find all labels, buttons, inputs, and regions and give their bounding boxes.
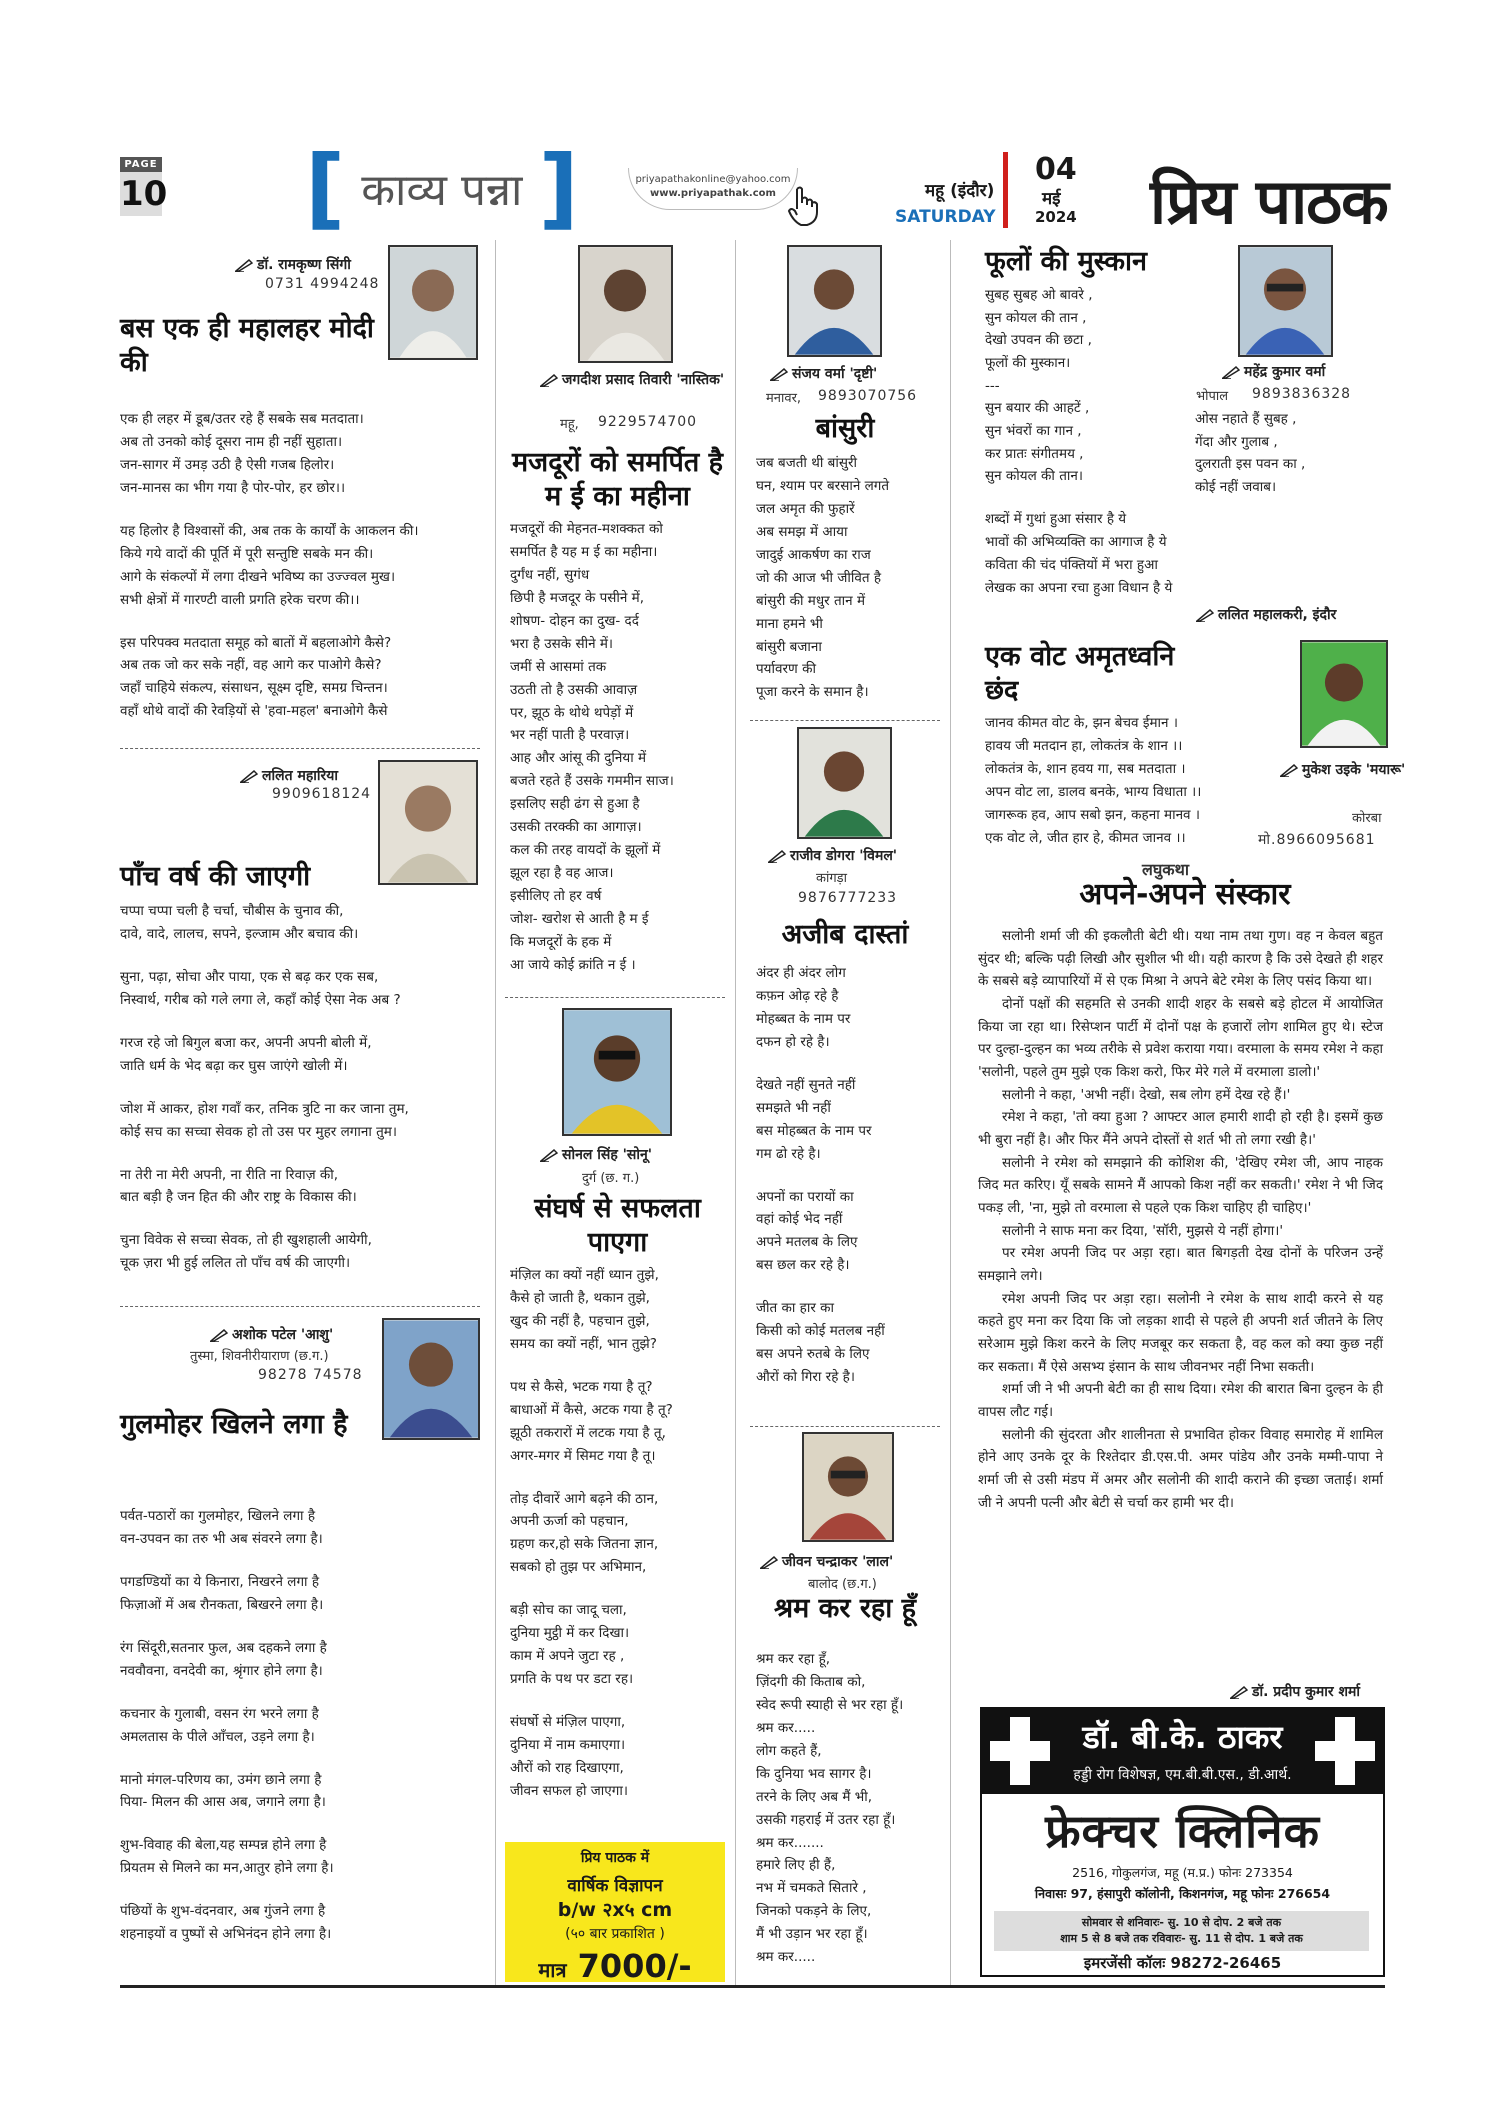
clinic-header (982, 1709, 1383, 1794)
poem-line: बांसुरी की मधुर तान में (756, 592, 866, 609)
author-name: जीवन चन्द्राकर 'लाल' (760, 1552, 893, 1571)
poem-title: मजदूरों को समर्पित है म ई का महीना (512, 447, 723, 512)
stanza (510, 518, 730, 977)
author-name: डॉ. रामकृष्ण सिंगी (235, 255, 351, 274)
poem-line: अब तो उनको कोई दूसरा नाम ही नहीं सुहाता। (120, 433, 343, 450)
poem-body (985, 712, 1285, 850)
poem-line: निस्वार्थ, गरीब को गले लगा ले, कहाँ कोई ऐसा नेक अब ? (120, 991, 401, 1008)
poem-body (756, 1648, 946, 1969)
poem-line: समय का क्यों नहीं, भान तुझे? (510, 1335, 657, 1352)
pen-icon (210, 1328, 228, 1342)
clinic-residence: निवासः 97, हंसापुरी कॉलोनी, किशनगंज, महू फोनः 276654 (1034, 1886, 1331, 1901)
section-title (305, 136, 579, 239)
stanza (510, 1711, 730, 1803)
poem-line: रंग सिंदूरी,सतनार फुल, अब दहकने लगा है (120, 1639, 327, 1656)
poem-line: दुलराती इस पवन का , (1195, 456, 1306, 473)
clinic-name: फ्रेक्चर क्लिनिक (1045, 1804, 1320, 1858)
poem-line: श्रम कर..... (756, 1949, 816, 1966)
author-phone: 9909618124 (272, 786, 372, 802)
poem-line: झूठी तकरारों में लटक गया है तू, (510, 1424, 666, 1441)
poem-line: सुबह सुबह ओ बावरे , (985, 287, 1093, 303)
poem-line: कफ़न ओढ़ रहे है (756, 987, 839, 1004)
poem-line: छिपी है मजदूर के पसीने में, (510, 589, 645, 606)
poem-title: श्रम कर रहा हूँ (774, 1593, 916, 1624)
edition-place: महू (इंदौर) (925, 181, 995, 201)
poem-line: औरों को राह दिखाएगा, (510, 1759, 624, 1776)
pen-icon (1222, 365, 1240, 379)
separator (120, 748, 480, 749)
story-paragraph: रमेश ने कहा, 'तो क्या हुआ ? आफ्टर आल हमारी शादी हो रही है। इसमें कुछ भी बुरा नहीं है। और फिर मैंने अपने दोस्तों से शर्त भी तो लगा रखी है।' (978, 1109, 1383, 1149)
poem-line: जादुई आकर्षण का राज (756, 546, 871, 563)
poem-line: कोई नहीं जवाब। (1195, 479, 1277, 496)
story-paragraph: दोनों पक्षों की सहमति से उनकी शादी शहर के सबसे बड़े होटल में आयोजित किया जा रहा था। रिसेप्शन पार्टी में दोनों पक्ष के हजारों लोग शामिल हुए थे। स्टेज पर दुल्हा-दुल्हन का भव्य तरीके से प्रवेश कराया गया। वरमाला के समय रमेश ने कहा 'सलोनी, पहले तुम मुझे एक किश करो, फिर मेरे गले में वरमाला डालो।' (978, 996, 1383, 1081)
poem-line: वहाँ थोथे वादों की रेवड़ियों से 'हवा-महल' बनाओगे कैसे (120, 703, 388, 720)
ad-line: प्रिय पाठक में (580, 1850, 650, 1866)
story-label: लघुकथा (1142, 860, 1189, 879)
poem-line: संघर्षो से मंज़िल पाएगा, (510, 1714, 626, 1730)
ad-line: वार्षिक विज्ञापन (567, 1876, 663, 1896)
poem-line: आह और आंसू की दुनिया में (510, 750, 647, 767)
poem-line: शहनाइयों व पुष्पों से अभिनंदन होने लगा है। (120, 1926, 332, 1943)
separator (750, 720, 940, 721)
poem-line: ज़िंदगी की किताब को, (756, 1673, 866, 1690)
poem-line: हमारे लिए ही हैं, (756, 1857, 836, 1874)
stanza (510, 1488, 730, 1580)
poem-line: जिनको पकड़ने के लिए, (756, 1903, 872, 1920)
poem-line: तोड़ दीवारें आगे बढ़ने की ठान, (510, 1490, 659, 1507)
poem-title: गुलमोहर खिलने लगा है (120, 1409, 348, 1440)
poem-line: अब तक जो कर सके नहीं, वह आगे कर पाओगे कैसे? (120, 657, 382, 674)
poem-body (510, 1264, 730, 1803)
poem-line: वहां कोई भेद नहीं (756, 1211, 843, 1228)
story-title: अपने-अपने संस्कार (1079, 877, 1291, 912)
poem-line: देखते नहीं सुनते नहीं (756, 1076, 856, 1093)
poem-line: गेंदा और गुलाब , (1195, 433, 1278, 450)
poem-line: मोहब्बत के नाम पर (756, 1010, 851, 1027)
author-place: कांगड़ा (816, 871, 847, 886)
emergency-contact: इमरजेंसी कॉलः 98272-26465 (1083, 1954, 1282, 1972)
poem-line: जानव कीमत वोट के, झन बेचव ईमान । (985, 715, 1178, 731)
date-number: 04 (1035, 152, 1077, 187)
pen-icon (540, 1148, 558, 1162)
poem-line: ना तेरी ना मेरी अपनी, ना रीति ना रिवाज़ की, (120, 1166, 339, 1183)
poem-line: जीत का हार का (756, 1300, 834, 1317)
stanza (756, 1074, 946, 1166)
poem-line: खुद की नहीं है, पहचान तुझे, (510, 1312, 650, 1329)
poem-line: इसीलिए तो हर वर्ष (510, 888, 602, 904)
page-label: PAGE (120, 157, 162, 172)
date-divider (1003, 152, 1008, 228)
poem-line: गम ढो रहे है। (756, 1145, 821, 1162)
separator (120, 1306, 480, 1307)
pen-icon (768, 849, 786, 863)
column-divider (735, 240, 736, 1985)
pen-icon (235, 258, 253, 272)
poem-line: भर नहीं पाती है परवाज़। (510, 727, 630, 744)
story-body (978, 925, 1383, 1514)
poem-line: पर्यावरण की (756, 661, 816, 678)
poem-line: बाधाओं में कैसे, अटक गया है तू? (510, 1401, 673, 1418)
web-links (628, 168, 798, 210)
poem-line: पूजा करने के समान है। (756, 684, 869, 701)
author-name: अशोक पटेल 'आशु' (210, 1325, 333, 1344)
story-paragraph: सलोनी शर्मा जी की इकलौती बेटी थी। यथा नाम तथा गुण। वह न केवल बहुत सुंदर थी; बल्कि पढ़ी लिखी और सुशील भी थी। यही कारण है कि उसे देखते ही शहर के सबसे बड़े व्यापारियों में से एक मिश्रा ने अपने बेटे रमेश के लिए पसंद किया था। (978, 928, 1383, 990)
poem-line: बांसुरी बजाना (756, 638, 822, 655)
clinic-timing (994, 1911, 1369, 1951)
clinic-advertisement (980, 1707, 1385, 1977)
poem-line: सुना, पढ़ा, सोचा और पाया, एक से बढ़ कर एक सब, (120, 968, 379, 985)
story-paragraph: सलोनी ने कहा, 'अभी नहीं। देखो, सब लोग हमें देख रहे हैं।' (1002, 1086, 1291, 1103)
stanza (120, 900, 492, 946)
author-name: ललित महालकरी, इंदौर (1196, 605, 1336, 624)
author-photo (1238, 245, 1333, 357)
stanza (120, 1769, 492, 1815)
poem-line: सबको हो तुझ पर अभिमान, (510, 1559, 647, 1576)
poem-line: काम में अपने जुटा रह , (510, 1648, 625, 1665)
poem-line: एक वोट ले, जीत हार हे, कीमत जानव ।। (985, 829, 1186, 846)
doctor-name: डॉ. बी.के. ठाकर (1082, 1718, 1283, 1756)
poem-line: मानो मंगल-परिणय का, उमंग छाने लगा है (120, 1771, 322, 1788)
poem-line: अपनों का परायों का (756, 1188, 854, 1205)
poem-line: अगर-मगर में सिमट गया है तू। (510, 1447, 656, 1464)
poem-line: कि दुनिया भव सागर है। (756, 1765, 872, 1782)
author-place: मनावर, (766, 391, 802, 406)
bracket-right-icon: ] (538, 136, 579, 239)
author-place: भोपाल (1196, 389, 1229, 404)
poem-line: बात बड़ी है जन हित की और राष्ट्र के विकास की। (120, 1189, 357, 1206)
poem-line: अब समझ में आया (756, 523, 848, 540)
poem-line: सुन भंवरों का गान , (985, 423, 1082, 440)
pen-icon (1280, 763, 1298, 777)
author-name: राजीव डोगरा 'विमल' (768, 846, 897, 865)
stanza (756, 452, 946, 704)
author-phone: मो.8966095681 (1258, 832, 1376, 848)
poem-line: सुन बयार की आहटें , (985, 400, 1090, 417)
poem-line: मजदूरों की मेहनत-मशक्कत को (510, 521, 663, 537)
poem-line: गरज रहे जो बिगुल बजा कर, अपनी अपनी बोली में, (120, 1034, 372, 1051)
poem-line: जाति धर्म के भेद बढ़ा कर घुस जाएंगे खोली में। (120, 1057, 348, 1074)
poem-line: दुर्गंध नहीं, सुगंध (510, 566, 590, 583)
email-link[interactable]: priyapathakonline@yahoo.com (635, 174, 791, 185)
pen-icon (1230, 1685, 1248, 1699)
website-link[interactable]: www.priyapathak.com (650, 188, 776, 199)
poem-line: कि मजदूरों के हक में (510, 933, 612, 950)
poem-line: हावय जी मतदान हा, लोकतंत्र के शान ।। (985, 737, 1183, 754)
poem-line: किसी को कोई मतलब नहीं (756, 1323, 885, 1340)
poem-body (756, 452, 946, 704)
poem-body (985, 508, 1375, 600)
pen-icon (760, 1555, 778, 1569)
author-phone: 9893070756 (818, 388, 918, 404)
poem-line: श्रम कर..... (756, 1719, 816, 1736)
poem-line: अपने मतलब के लिए (756, 1234, 858, 1251)
poem-line: जीवन सफल हो जाएगा। (510, 1782, 628, 1799)
stanza (510, 1599, 730, 1691)
stanza (120, 1164, 492, 1210)
poem-line: झूल रहा है वह आज। (510, 865, 614, 882)
poem-line: घन, श्याम पर बरसाने लगते (756, 477, 890, 494)
poem-line: इसलिए सही ढंग से हुआ है (510, 796, 640, 813)
poem-line: आ जाये कोई क्रांति न ई । (510, 956, 636, 973)
poem-line: लेखक का अपना रचा हुआ विधान है ये (985, 579, 1173, 596)
poem-line: जमीं से आसमां तक (510, 658, 607, 675)
stanza (756, 1186, 946, 1278)
author-name: महेंद्र कुमार वर्मा (1222, 362, 1325, 381)
poem-line: मैं भी उड़ान भर रहा हूँ। (756, 1926, 868, 1943)
poem-title: बांसुरी (815, 413, 875, 444)
poem-line: नववौवना, वनदेवी का, श्रृंगार होने लगा है। (120, 1662, 323, 1679)
poem-line: कल की तरह वायदों के झूलों में (510, 842, 661, 859)
date-month: मई (1042, 189, 1061, 209)
poem-line: लोकतंत्र के, शान हवय गा, सब मतदाता । (985, 760, 1186, 777)
stanza (120, 408, 492, 500)
author-name: ललित महारिया (240, 766, 338, 785)
poem-line: ग्रहण कर,हो सके जितना ज्ञान, (510, 1536, 659, 1553)
poem-line: कविता की चंद पंक्तियों में भरा हुआ (985, 556, 1158, 573)
poem-title: फूलों की मुस्कान (985, 246, 1148, 277)
poem-line: भरा है उसके सीने में। (510, 635, 614, 652)
poem-line: बड़ी सोच का जादू चला, (510, 1602, 627, 1619)
stanza (120, 1637, 492, 1683)
author-photo (1300, 640, 1388, 748)
poem-line: नभ में चमकते सितारे , (756, 1880, 867, 1897)
author-photo (797, 727, 892, 839)
author-place: बालोद (छ.ग.) (808, 1577, 877, 1592)
poem-line: कोई सच का सच्चा सेवक हो तो उस पर मुहर लगाना तुम। (120, 1123, 398, 1140)
stanza (120, 1900, 492, 1946)
stanza (120, 1834, 492, 1880)
date-year: 2024 (1035, 208, 1077, 226)
poem-line: प्रगति के पथ पर डटा रह। (510, 1671, 634, 1688)
poem-line: औरों को गिरा रहे है। (756, 1369, 855, 1386)
stanza (120, 1505, 492, 1551)
author-photo (578, 245, 673, 363)
poem-line: सुन कोयल की तान , (985, 309, 1087, 326)
poem-line: पर्वत-पठारों का गुलमोहर, खिलने लगा है (120, 1508, 315, 1524)
poem-line: कर प्रातः संगीतमय , (985, 445, 1084, 462)
poem-line: आगे के संकल्पों में लगा दीखने भविष्य का उज्ज्वल मुख। (120, 568, 396, 585)
author-photo (802, 1432, 894, 1542)
bottom-rule (120, 1985, 1385, 1988)
poem-title: अजीब दास्तां (781, 919, 909, 950)
poem-line: चप्पा चप्पा चली है चर्चा, चौबीस के चुनाव की, (120, 903, 344, 919)
author-name: डॉ. प्रदीप कुमार शर्मा (1230, 1682, 1360, 1701)
poem-line: बस मोहब्बत के नाम पर (756, 1122, 872, 1139)
stanza (120, 1703, 492, 1749)
poem-line: पर, झूठ के थोथे थपेड़ों में (510, 704, 634, 721)
column-divider (950, 240, 951, 1985)
column-divider (495, 240, 496, 1985)
poem-body (120, 1505, 492, 1946)
poem-line: लोग कहते हैं, (756, 1742, 822, 1759)
timing-line: सोमवार से शनिवारः- सु. 10 से दोप. 2 बजे तक (1081, 1916, 1282, 1929)
stanza (120, 1571, 492, 1617)
separator (750, 1426, 940, 1427)
poem-line: यह हिलोर है विश्वासों की, अब तक के कार्यों के आकलन की। (120, 522, 419, 539)
poem-line: पंछियों के शुभ-वंदनवार, अब गुंजने लगा है (120, 1903, 326, 1920)
author-photo (388, 245, 478, 360)
poem-line: बस अपने रुतबे के लिए (756, 1346, 870, 1363)
author-place: तुस्मा, शिवनीरीयाराण (छ.ग.) (190, 1349, 329, 1364)
poem-line: देखो उपवन की छटा , (985, 332, 1092, 349)
poem-line: सभी क्षेत्रों में गारण्टी वाली प्रगति हरेक चरण की।। (120, 591, 360, 608)
poem-line: ओस नहाते हैं सुबह , (1195, 411, 1297, 427)
poem-line: पगडण्डियों का ये किनारा, निखरने लगा है (120, 1573, 320, 1590)
poem-line: जन-मानस का भीग गया है पोर-पोर, हर छोर।। (120, 479, 346, 496)
stanza (756, 1648, 946, 1969)
advertisement-annual (505, 1842, 725, 1985)
story-paragraph: सलोनी की सुंदरता और शालीनता से प्रभावित होकर विवाह समारोह में शामिल होने आए उनके दूर के रिश्तेदार डी.एस.पी. अमर पांडेय और उनके मम्मी-पापा ने शर्मा जी से उसी मंडप में अमर और सलोनी की शादी कराने की इच्छा जताई। शर्मा जी ने अपनी पत्नी और बेटी से चर्चा कर हामी भर दी। (978, 1426, 1383, 1511)
poem-line: श्रम कर....... (756, 1834, 824, 1851)
author-name: संजय वर्मा 'दृष्टी' (770, 364, 877, 383)
page-number-tag (120, 157, 168, 227)
pen-icon (240, 769, 258, 783)
poem-line: फूलों की मुस्कान। (985, 355, 1071, 372)
poem-line: किये गये वादों की पूर्ति में पूरी सन्तुष्टि सबके मन की। (120, 545, 374, 562)
poem-line: दावे, वादे, लालच, सपने, इल्जाम और बचाव की। (120, 925, 359, 942)
poem-line: एक ही लहर में डूब/उतर रहे हैं सबके सब मतदाता। (120, 411, 364, 427)
poem-line: पथ से कैसे, भटक गया है तू? (510, 1378, 653, 1395)
poem-title: संघर्ष से सफलता पाएगा (534, 1193, 701, 1258)
author-place: महू, (560, 417, 579, 432)
stanza (756, 962, 946, 1054)
stanza (510, 1376, 730, 1468)
poem-line: कैसे हो जाती है, थकान तुझे, (510, 1289, 650, 1306)
ad-line: b/w २x५ cm (557, 1899, 673, 1921)
poem-line: जल अमृत की फुहारें (756, 500, 855, 517)
author-name: सोनल सिंह 'सोनू' (540, 1145, 652, 1164)
poem-line: जोश- खरोश से आती है म ई (510, 910, 649, 927)
poem-line: अंदर ही अंदर लोग (756, 965, 846, 981)
author-name: जगदीश प्रसाद तिवारी 'नास्तिक' (540, 370, 724, 389)
poem-line: उठती तो है उसकी आवाज़ (510, 681, 638, 698)
stanza (120, 1229, 492, 1275)
author-place: कोरबा (1352, 811, 1382, 826)
story-paragraph: रमेश अपनी जिद पर अड़ा रहा। सलोनी ने रमेश के साथ शादी करने से यह कहते हुए मना कर दिया कि जो लड़का शादी से पहले ही अपनी शर्त जीतने के लिए सरेआम मुझे किश करने के लिए मजबूर कर सकता है, वह कल को क्या कुछ नहीं कर सकता। मैं ऐसे असभ्य इंसान के साथ जीवनभर नहीं निभा सकती। (978, 1290, 1383, 1375)
poem-body (985, 284, 1195, 488)
poem-body (120, 408, 492, 723)
timing-line: शाम 5 से 8 बजे तक रविवारः- सु. 11 से दोप. 1 बजे तक (1060, 1931, 1303, 1945)
story-paragraph: पर रमेश अपनी जिद पर अड़ा रहा। बात बिगड़ती देख दोनों के परिजन उन्हें समझाने लगे। (978, 1245, 1383, 1285)
poem-line: उसकी गहराई में उतर रहा हूँ। (756, 1811, 896, 1828)
author-phone: 9876777233 (798, 890, 898, 906)
edition-day: SATURDAY (895, 207, 996, 227)
poem-line: --- (985, 377, 1000, 394)
poem-line: स्वेद रूपी स्याही से भर रहा हूँ। (756, 1696, 904, 1713)
bracket-left-icon: [ (305, 136, 346, 239)
pen-icon (540, 373, 558, 387)
poem-line: बजते रहते हैं उसके गममीन साज। (510, 773, 674, 790)
author-phone: 9229574700 (598, 414, 698, 430)
stanza (756, 1297, 946, 1389)
separator (505, 997, 725, 998)
stanza (120, 1098, 492, 1144)
poem-title: पाँच वर्ष की जाएगी (120, 861, 311, 892)
poem-line: दफन हो रहे है। (756, 1033, 830, 1050)
poem-line: बस छल कर रहे है। (756, 1257, 850, 1274)
poem-body (510, 518, 730, 977)
poem-line: प्रियतम से मिलने का मन,आतुर होने लगा है। (120, 1860, 334, 1877)
ad-line: (५० बार प्रकाशित ) (565, 1926, 665, 1942)
section-name: काव्य पन्ना (361, 165, 523, 216)
poem-line: दुनिया मुट्ठी में कर दिखा। (510, 1625, 630, 1642)
poem-line: चूक ज़रा भी हुई ललित तो पाँच वर्ष की जाएगी। (120, 1255, 351, 1272)
poem-line: दुनिया में नाम कमाएगा। (510, 1736, 626, 1753)
poem-line: शुभ-विवाह की बेला,यह सम्पन्न होने लगा है (120, 1837, 327, 1854)
stanza (510, 1264, 730, 1356)
poem-line: सुन कोयल की तान। (985, 468, 1084, 485)
poem-line: कचनार के गुलाबी, वसन रंग भरने लगा है (120, 1705, 319, 1722)
poem-line: अपनी ऊर्जा को पहचान, (510, 1513, 629, 1530)
pointing-hand-icon (785, 185, 823, 227)
page-number: 10 (120, 174, 168, 214)
stanza (120, 966, 492, 1012)
poem-line: शब्दों में गुथां हुआ संसार है ये (985, 511, 1127, 527)
doctor-speciality: हड्डी रोग विशेषज्ञ, एम.बी.बी.एस., डी.आर्थ. (1073, 1767, 1292, 1783)
poem-line: वन-उपवन का तरु भी अब संवरने लगा है। (120, 1530, 323, 1547)
poem-line: जब बजती थी बांसुरी (756, 455, 857, 471)
poem-line: जन-सागर में उमड़ उठी है ऐसी गजब हिलोर। (120, 456, 335, 473)
author-photo (787, 245, 882, 357)
poem-line: जहाँ चाहिये संकल्प, संसाधन, सूक्ष्म दृष्टि, समग्र चिन्तन। (120, 680, 388, 697)
poem-line: समर्पित है यह म ई का महीना। (510, 543, 658, 560)
author-phone: 0731 4994248 (265, 276, 380, 292)
poem-title: एक वोट अमृतध्वनि छंद (985, 641, 1175, 706)
poem-line: पिया- मिलन की आस अब, जगाने लगा है। (120, 1794, 326, 1811)
poem-line: समझते भी नहीं (756, 1099, 831, 1116)
poem-line: अमलतास के पीले आँचल, उड़ने लगा है। (120, 1728, 315, 1745)
poem-line: भावों की अभिव्यक्ति का आगाज है ये (985, 533, 1167, 550)
clinic-address: 2516, गोकुलगंज, महू (म.प्र.) फोनः 273354 (1072, 1865, 1293, 1880)
poem-title: बस एक ही महालहर मोदी की (120, 313, 374, 378)
author-name: मुकेश उइके 'मयारू' (1280, 760, 1405, 779)
author-phone: 98278 74578 (258, 1367, 363, 1383)
poem-line: तरने के लिए अब मैं भी, (756, 1788, 873, 1805)
ad-price: मात्र 7000/- (538, 1947, 692, 1985)
pen-icon (1196, 608, 1214, 622)
poem-body (120, 900, 492, 1275)
author-place: दुर्ग (छ. ग.) (582, 1171, 640, 1186)
poem-line: माना हमने भी (756, 615, 823, 632)
pen-icon (770, 367, 788, 381)
poem-line: उसकी तरक्की का आगाज़। (510, 819, 642, 836)
author-photo (378, 760, 478, 885)
poem-line: अपन वोट ला, डालव बनके, भाग्य विधाता ।। (985, 783, 1202, 800)
poem-line: चुना विवेक से सच्चा सेवक, तो ही खुशहाली आयेगी, (120, 1232, 372, 1249)
poem-line: जो की आज भी जीवित है (756, 569, 882, 586)
poem-line: इस परिपक्व मतदाता समूह को बातों में बहलाओगे कैसे? (120, 634, 392, 651)
poem-line: फिज़ाओं में अब रौनकता, बिखरने लगा है। (120, 1596, 324, 1613)
poem-body (1195, 408, 1385, 499)
stanza (120, 1032, 492, 1078)
poem-body (756, 962, 946, 1389)
newspaper-brand: प्रिय पाठक (1150, 165, 1388, 238)
stanza (120, 520, 492, 612)
poem-line: मंज़िल का क्यों नहीं ध्यान तुझे, (510, 1267, 659, 1283)
poem-line: जागरूक हव, आप सबो झन, कहना मानव । (985, 806, 1200, 823)
author-photo (562, 1008, 672, 1136)
poem-line: जोश में आकर, होश गवाँ कर, तनिक त्रुटि ना कर जाना तुम, (120, 1100, 409, 1117)
stanza (120, 632, 492, 724)
story-paragraph: शर्मा जी ने भी अपनी बेटी का ही साथ दिया। रमेश की बारात बिना दुल्हन के ही वापस लौट गई। (978, 1381, 1383, 1421)
poem-line: श्रम कर रहा हूँ, (756, 1651, 831, 1667)
author-phone: 9893836328 (1252, 386, 1352, 402)
author-photo (382, 1318, 480, 1440)
story-paragraph: सलोनी ने साफ मना कर दिया, 'सॉरी, मुझसे ये नहीं होगा।' (1002, 1222, 1284, 1239)
story-paragraph: सलोनी ने रमेश को समझाने की कोशिश की, 'देखिए रमेश जी, आप नाहक जिद मत करिए। यूँ सबके सामने मैं आपको किश नहीं कर सकती।' रमेश ने भी जिद पकड़ ली, 'ना, मुझे तो वरमाला से पहले एक किश चाहिए ही चाहिए।' (978, 1154, 1383, 1217)
poem-line: शोषण- दोहन का दुख- दर्द (510, 612, 639, 629)
